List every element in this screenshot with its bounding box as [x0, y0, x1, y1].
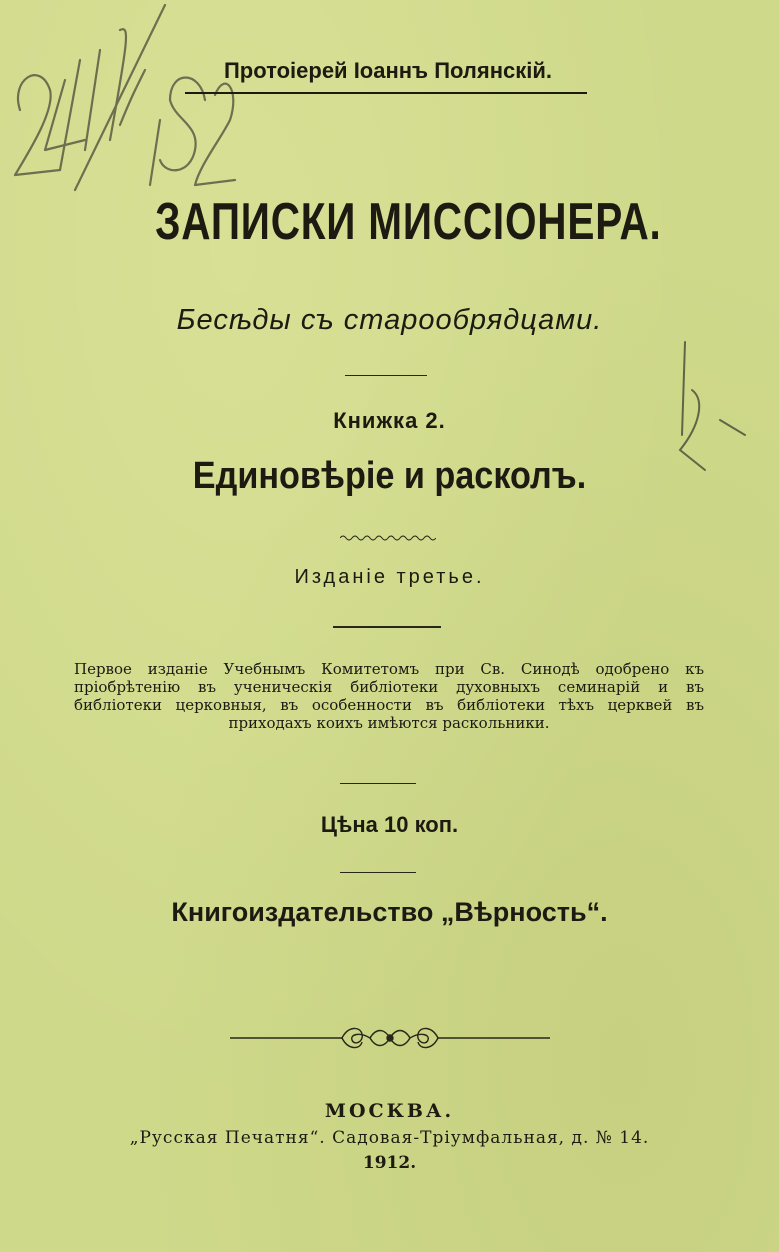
- divider-rule: [333, 626, 441, 628]
- book-subtitle: Бесѣды съ старообрядцами.: [176, 304, 603, 336]
- edition-label: Изданіе третье.: [294, 566, 485, 588]
- ornament-divider: [230, 1018, 550, 1058]
- volume-number: Книжка 2.: [333, 408, 446, 433]
- divider-rule: [340, 872, 416, 873]
- book-main-title: ЗАПИСКИ МИССІОНЕРА.: [155, 193, 662, 251]
- approval-note: Первое изданіе Учебнымъ Комитетомъ при Св. Синодѣ одобрено къ пріобрѣтенію въ ученическія библіотеки духовныхъ семинарій и въ библіотеки церковныя, въ особенности въ библіотеки тѣхъ церквей въ приходахъ коихъ имѣются раскольники.: [74, 660, 704, 732]
- imprint-year: 1912.: [362, 1153, 417, 1173]
- author-name: Протоіерей Іоаннъ Полянскій.: [223, 58, 553, 83]
- handwritten-mark: [650, 340, 760, 490]
- imprint-printer: „Русская Печатня“. Садовая-Тріумфальная, д. № 14.: [129, 1128, 650, 1148]
- divider-rule: [340, 783, 416, 784]
- price-label: Цѣна 10 коп.: [320, 812, 459, 837]
- imprint-city: МОСКВА.: [324, 1100, 455, 1122]
- publisher-name: Книгоиздательство „Вѣрность“.: [171, 897, 608, 927]
- author-underline: [185, 92, 587, 94]
- divider-rule: [345, 375, 427, 376]
- volume-title: Единовѣріе и расколъ.: [192, 455, 587, 497]
- wavy-divider: [340, 534, 436, 542]
